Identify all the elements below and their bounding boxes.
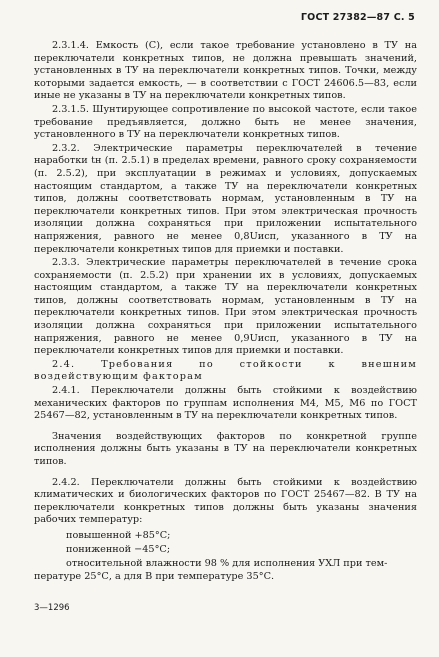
list-item: повышенной +85°С; — [66, 529, 171, 541]
list-item: относительной влажности 98 % для исполнения УХЛ при тем- — [66, 557, 388, 569]
clause-2-3-3: 2.3.3. Электрические параметры переключателей в течение срока сохраняемости (п. 2.5.2) при хранении их в условиях, допускаемых настоящим стандартом, а также ТУ на переключатели конкретных типов, должны соответствовать нормам, установленным в ТУ на переключатели конкретных типов. При этом электрическая прочность изоляции должна сохраняться при приложении испытательного напряжения, равного не менее 0,9Uисп, указанного в ТУ на переключатели конкретных типов для приемки и поставки. — [34, 257, 417, 357]
temperature-list — [66, 529, 417, 570]
page-header: ГОСТ 27382—87 С. 5 — [300, 12, 415, 23]
list-continuation: пературе 25°С, а для В при температуре 35°С. — [34, 570, 275, 582]
section-heading-2-4: 2.4. Требования по стойкости к внешним воздействующим факторам — [34, 358, 417, 383]
page-footer: 3—1296 — [34, 603, 70, 613]
clause-2-4-1: 2.4.1. Переключатели должны быть стойкими к воздействию механических факторов по группам исполнения М4, М5, М6 по ГОСТ 25467—82, установленным в ТУ на переключатели конкретных типов. — [34, 385, 417, 422]
document-body — [34, 40, 417, 584]
clause-2-3-1-4: 2.3.1.4. Емкость (С), если такое требование установлено в ТУ на переключатели конкретных типов, не должна превышать значений, установленных в ТУ на переключатели конкретных типов. Точки, между которыми задается емкость, — в соответствии с ГОСТ 24606.5—83, если иные не указаны в ТУ на переключатели конкретных типов. — [34, 40, 417, 102]
clause-2-3-2: 2.3.2. Электрические параметры переключателей в течение наработки tн (п. 2.5.1) в пределах времени, равного сроку сохраняемости (п. 2.5.2), при эксплуатации в режимах и условиях, допускаемых настоящим стандартом, а также ТУ на переключатели конкретных типов, должны соответствовать нормам, установленным в ТУ на переключатели конкретных типов. При этом электрическая прочность изоляции должна сохраняться при приложении испытательного напряжения, равного не менее 0,8Uисп, указанного в ТУ на переключатели конкретных типов для приемки и поставки. — [34, 142, 417, 255]
list-item: пониженной −45°С; — [66, 543, 171, 555]
clause-2-4-2: 2.4.2. Переключатели должны быть стойкими к воздействию климатических и биологических факторов по ГОСТ 25467—82. В ТУ на переключатели конкретных типов должны быть указаны значения рабочих температур: — [34, 476, 417, 526]
clause-2-4-1-note: Значения воздействующих факторов по конкретной группе исполнения должны быть указаны в ТУ на переключатели конкретных типов. — [34, 430, 417, 467]
clause-2-3-1-5: 2.3.1.5. Шунтирующее сопротивление по высокой частоте, если такое требование предъявляется, должно быть не менее значения, установленного в ТУ на переключатели конкретных типов. — [34, 103, 417, 141]
